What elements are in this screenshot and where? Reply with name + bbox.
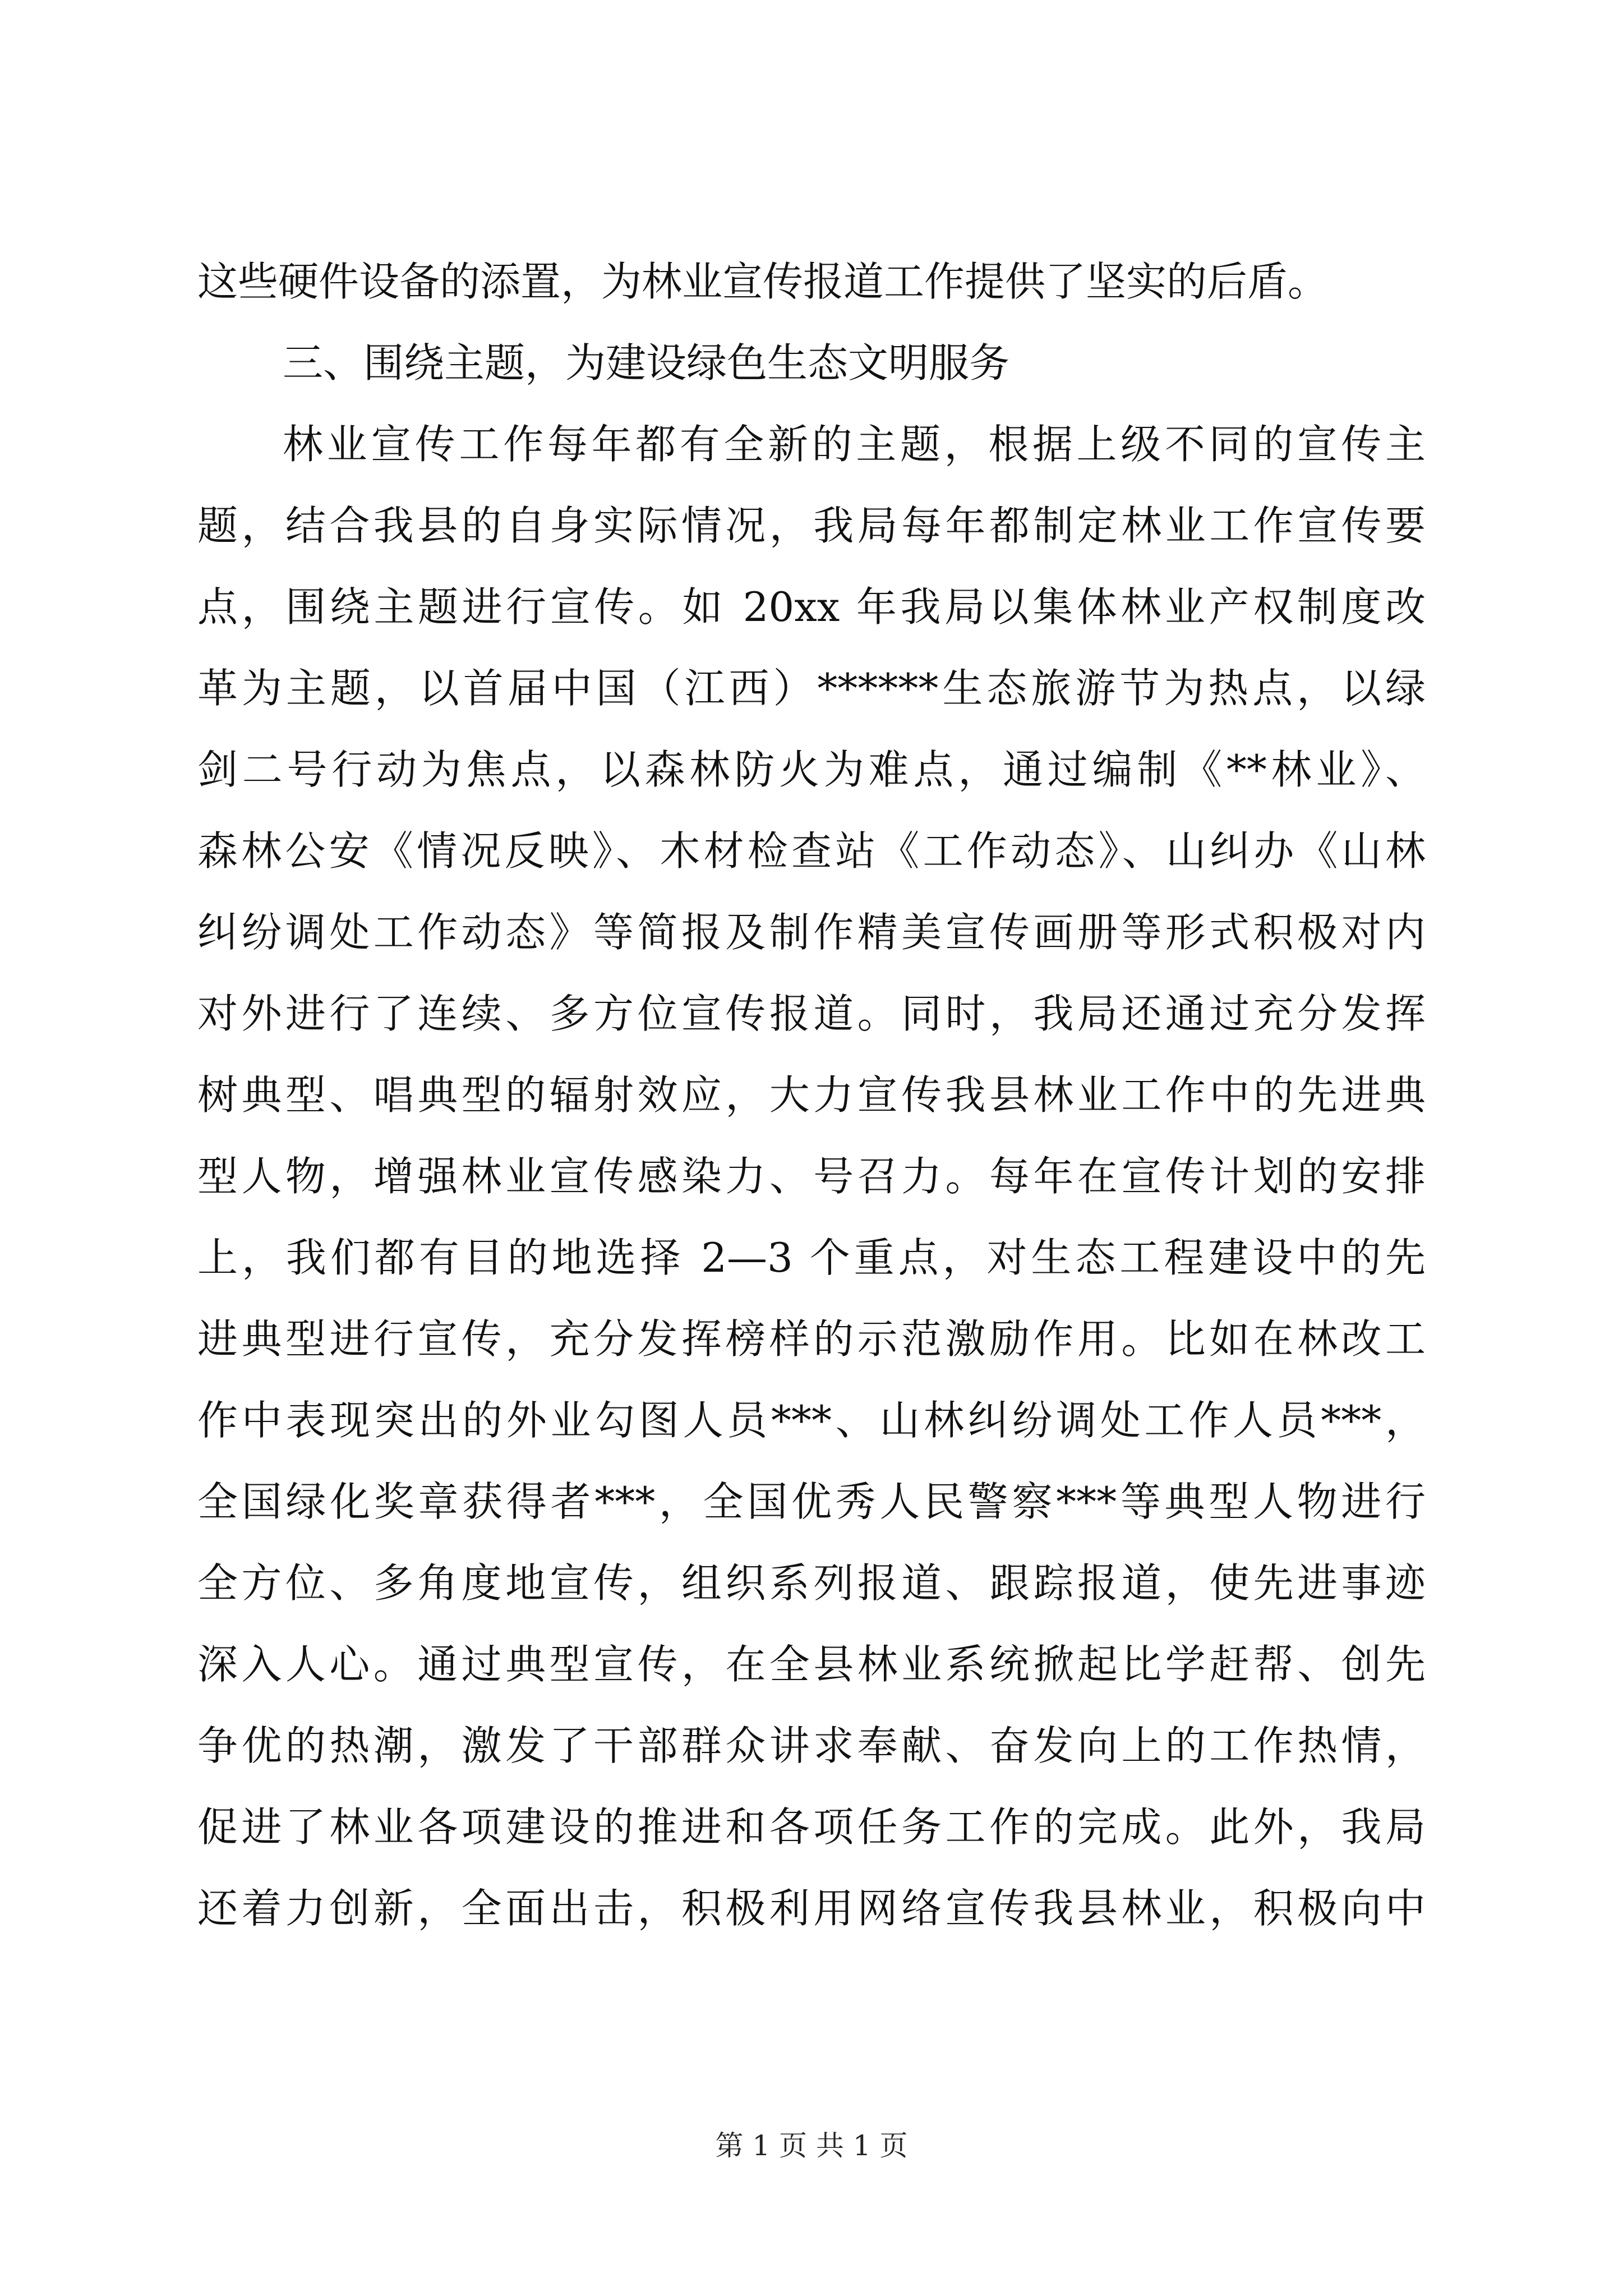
paragraph-line: 还着力创新，全面出击，积极利用网络宣传我县林业，积极向中 (197, 1885, 1426, 1932)
paragraph-line: 剑二号行动为焦点，以森林防火为难点，通过编制《**林业》、 (197, 746, 1426, 793)
paragraph-line: 题，结合我县的自身实际情况，我局每年都制定林业工作宣传要 (197, 502, 1426, 549)
paragraph-line: 树典型、唱典型的辐射效应，大力宣传我县林业工作中的先进典 (197, 1071, 1426, 1119)
paragraph-line: 森林公安《情况反映》、木材检查站《工作动态》、山纠办《山林 (197, 827, 1426, 875)
paragraph-line: 型人物，增强林业宣传感染力、号召力。每年在宣传计划的安排 (197, 1153, 1426, 1200)
paragraph-line: 全国绿化奖章获得者***，全国优秀人民警察***等典型人物进行 (197, 1478, 1426, 1525)
paragraph-line: 这些硬件设备的添置，为林业宣传报道工作提供了坚实的后盾。 (197, 258, 1329, 305)
paragraph-line: 进典型进行宣传，充分发挥榜样的示范激励作用。比如在林改工 (197, 1315, 1426, 1363)
document-body (197, 241, 1426, 1949)
paragraph-line: 深入人心。通过典型宣传，在全县林业系统掀起比学赶帮、创先 (197, 1641, 1426, 1688)
paragraph-line: 林业宣传工作每年都有全新的主题，根据上级不同的宣传主 (283, 421, 1426, 468)
paragraph-line: 革为主题，以首届中国（江西）******生态旅游节为热点，以绿 (197, 665, 1426, 712)
paragraph-line: 上，我们都有目的地选择 2—3 个重点，对生态工程建设中的先 (197, 1234, 1426, 1281)
section-heading: 三、围绕主题，为建设绿色生态文明服务 (283, 339, 1010, 386)
paragraph-line: 争优的热潮，激发了干部群众讲求奉献、奋发向上的工作热情， (197, 1722, 1426, 1769)
paragraph-line: 全方位、多角度地宣传，组织系列报道、跟踪报道，使先进事迹 (197, 1559, 1426, 1607)
paragraph-line: 纠纷调处工作动态》等简报及制作精美宣传画册等形式积极对内 (197, 909, 1426, 956)
page-number-footer: 第 1 页 共 1 页 (715, 2129, 908, 2162)
paragraph-line: 对外进行了连续、多方位宣传报道。同时，我局还通过充分发挥 (197, 990, 1426, 1037)
paragraph-line: 促进了林业各项建设的推进和各项任务工作的完成。此外，我局 (197, 1803, 1426, 1851)
paragraph-line: 点，围绕主题进行宣传。如 20xx 年我局以集体林业产权制度改 (197, 583, 1426, 631)
paragraph-line: 作中表现突出的外业勾图人员***、山林纠纷调处工作人员***， (197, 1397, 1426, 1444)
